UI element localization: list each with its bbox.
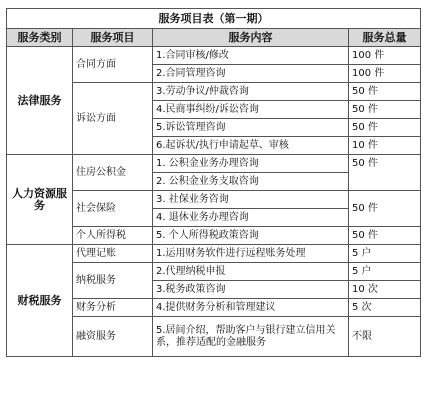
content-cell: 1. 公积金业务办理咨询 <box>153 155 349 173</box>
item-tax-payment: 纳税服务 <box>73 263 153 299</box>
content-cell: 4. 退休业务办理咨询 <box>153 209 349 227</box>
content-cell: 5. 个人所得税政策咨询 <box>153 227 349 245</box>
header-category: 服务类别 <box>7 29 73 47</box>
content-cell: 3. 社保业务咨询 <box>153 191 349 209</box>
total-cell: 50 件 <box>349 101 421 119</box>
total-cell: 10 件 <box>349 137 421 155</box>
item-income-tax: 个人所得税 <box>73 227 153 245</box>
service-items-table <box>6 8 421 357</box>
item-housing-fund: 住房公积金 <box>73 155 153 191</box>
total-cell: 50 件 <box>349 191 421 227</box>
item-financing: 融资服务 <box>73 317 153 357</box>
content-cell: 2. 公积金业务支取咨询 <box>153 173 349 191</box>
total-cell: 100 件 <box>349 65 421 83</box>
content-cell: 2.合同管理咨询 <box>153 65 349 83</box>
header-total: 服务总量 <box>349 29 421 47</box>
content-cell: 5.诉讼管理咨询 <box>153 119 349 137</box>
header-content: 服务内容 <box>153 29 349 47</box>
total-cell: 不限 <box>349 317 421 357</box>
table-title: 服务项目表（第一期） <box>7 9 421 29</box>
content-cell: 6.起诉状/执行申请起草、审核 <box>153 137 349 155</box>
content-cell: 2.代理纳税申报 <box>153 263 349 281</box>
total-cell: 50 件 <box>349 83 421 101</box>
content-cell: 1.合同审核/修改 <box>153 47 349 65</box>
item-contract: 合同方面 <box>73 47 153 83</box>
item-litigation: 诉讼方面 <box>73 83 153 155</box>
total-cell: 5 次 <box>349 299 421 317</box>
content-cell: 4.提供财务分析和管理建议 <box>153 299 349 317</box>
content-cell: 1.运用财务软件进行远程账务处理 <box>153 245 349 263</box>
total-cell: 50 件 <box>349 155 421 191</box>
content-cell: 5.居间介绍，帮助客户与银行建立信用关系，推荐适配的金融服务 <box>153 317 349 357</box>
content-cell: 3.劳动争议/仲裁咨询 <box>153 83 349 101</box>
content-cell: 3.税务政策咨询 <box>153 281 349 299</box>
category-hr: 人力资源服务 <box>7 155 73 245</box>
total-cell: 5 户 <box>349 245 421 263</box>
category-finance: 财税服务 <box>7 245 73 357</box>
item-bookkeeping: 代理记账 <box>73 245 153 263</box>
header-item: 服务项目 <box>73 29 153 47</box>
total-cell: 5 户 <box>349 263 421 281</box>
total-cell: 50 件 <box>349 227 421 245</box>
item-financial-analysis: 财务分析 <box>73 299 153 317</box>
total-cell: 10 次 <box>349 281 421 299</box>
category-legal: 法律服务 <box>7 47 73 155</box>
total-cell: 50 件 <box>349 119 421 137</box>
item-social-insurance: 社会保险 <box>73 191 153 227</box>
total-cell: 100 件 <box>349 47 421 65</box>
content-cell: 4.民商事纠纷/诉讼咨询 <box>153 101 349 119</box>
